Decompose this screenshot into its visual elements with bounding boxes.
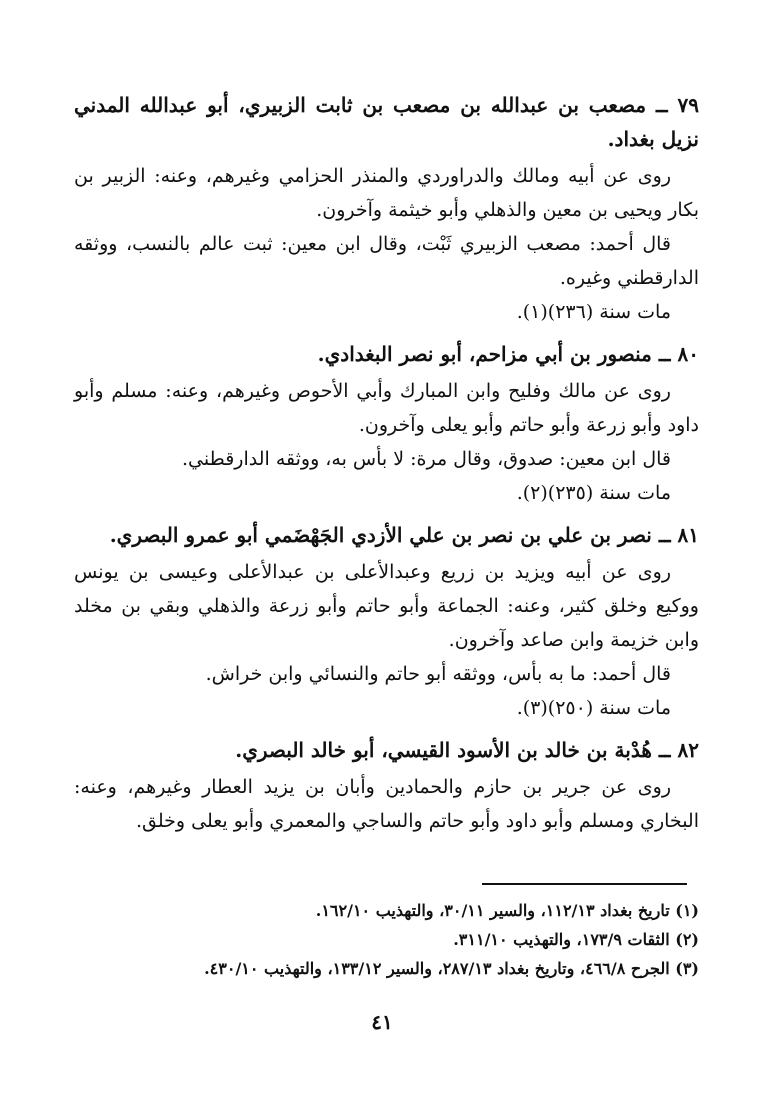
entry-82: [74, 733, 699, 838]
footnotes: [74, 896, 699, 983]
entry-paragraph: قال أحمد: مصعب الزبيري ثَبْت، وقال ابن معين: ثبت عالم بالنسب، ووثقه الدارقطني وغيره.: [74, 233, 699, 289]
entry-paragraph: روى عن مالك وفليح وابن المبارك وأبي الأحوص وغيرهم، وعنه: مسلم وأبو داود وأبو زرعة وأبو حاتم وأبو يعلى وآخرون.: [74, 380, 699, 436]
entry-heading: ٨٢ ــ هُدْبة بن خالد بن الأسود القيسي، أبو خالد البصري.: [235, 738, 699, 762]
entry-paragraph: مات سنة (٢٣٦)(١).: [516, 301, 671, 323]
page-number: ٤١: [371, 1010, 393, 1034]
entry-79: [74, 88, 699, 329]
footnote-2: (٢) الثقات ١٧٣/٩، والتهذيب ٣١١/١٠.: [453, 930, 699, 949]
entry-heading: ٨١ ــ نصر بن علي بن نصر بن علي الأزدي الجَهْضَمي أبو عمرو البصري.: [109, 523, 699, 547]
entry-paragraph: قال أحمد: ما به بأس، ووثقه أبو حاتم والنسائي وابن خراش.: [205, 663, 671, 685]
entry-paragraph: روى عن جرير بن حازم والحمادين وأبان بن يزيد العطار وغيرهم، وعنه: البخاري ومسلم وأبو داود وأبو حاتم والساجي والمعمري وأبو يعلى وخلق.: [74, 776, 699, 832]
entry-heading: ٧٩ ــ مصعب بن عبدالله بن مصعب بن ثابت الزبيري، أبو عبدالله المدني نزيل بغداد.: [74, 93, 699, 151]
entry-paragraph: روى عن أبيه ويزيد بن زريع وعبدالأعلى بن عبدالأعلى وعيسى بن يونس ووكيع وخلق كثير، وعنه: الجماعة وأبو حاتم وأبو زرعة والذهلي وبقي بن مخلد وابن خزيمة وابن صاعد وآخرون.: [74, 561, 699, 651]
entry-paragraph: روى عن أبيه ومالك والدراوردي والمنذر الحزامي وغيرهم، وعنه: الزبير بن بكار ويحيى بن معين والذهلي وأبو خيثمة وآخرون.: [74, 165, 699, 221]
footnote-1: (١) تاريخ بغداد ١١٢/١٣، والسير ٣٠/١١، والتهذيب ١٦٢/١٠.: [315, 901, 699, 920]
footnote-divider: [482, 883, 687, 885]
main-text: [74, 88, 699, 846]
entry-paragraph: مات سنة (٢٥٠)(٣).: [516, 697, 671, 719]
footnote-3: (٣) الجرح ٤٦٦/٨، وتاريخ بغداد ٢٨٧/١٣، والسير ١٣٣/١٢، والتهذيب ٤٣٠/١٠.: [204, 959, 699, 978]
entry-heading: ٨٠ ــ منصور بن أبي مزاحم، أبو نصر البغدادي.: [317, 342, 699, 366]
entry-paragraph: مات سنة (٢٣٥)(٢).: [516, 482, 671, 504]
entry-paragraph: قال ابن معين: صدوق، وقال مرة: لا بأس به، ووثقه الدارقطني.: [182, 448, 671, 470]
entry-80: [74, 337, 699, 510]
entry-81: [74, 518, 699, 725]
